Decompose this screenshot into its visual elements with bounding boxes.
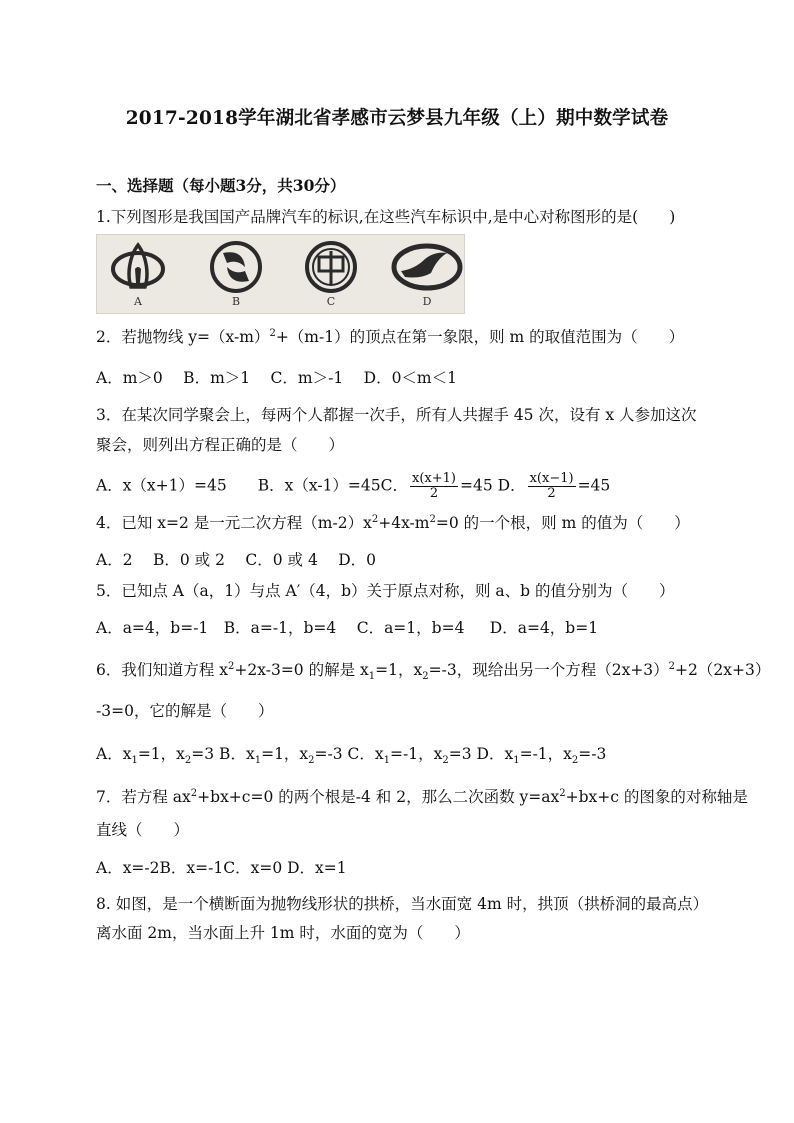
logo-a-icon (109, 239, 167, 295)
question-7-options: A．x=-2B．x=-1C．x=0 D．x=1 (96, 859, 347, 877)
question-4-options: A．2 B．0 或 2 C．0 或 4 D．0 (96, 551, 377, 569)
question-6-stem-1: 6．我们知道方程 $x^2+2x-3=0$ 的解是 $x_1=1$，$x_2=-3$，现给出另一个方程$(2x+3)^2+2(2x+3)$ (96, 660, 771, 683)
question-3-stem-2: 聚会，则列出方程正确的是（ ） (96, 436, 345, 454)
fraction-c: $\frac{x(x+1)}{2}$ (412, 471, 456, 501)
logo-c-icon (302, 239, 360, 295)
section-heading: 一、选择题（每小题3分，共30分） (96, 176, 346, 195)
question-5-options: A．a=4，b=-1 B．a=-1，b=4 C．a=1，b=4 D．a=4，b=1 (96, 619, 599, 637)
logo-d-icon (391, 239, 463, 295)
question-2-options: A．m＞0 B．m＞1 C．m＞-1 D．0＜m＜1 (96, 369, 457, 387)
question-7-stem-1: 7．若方程 $ax^2+bx+c=0$ 的两个根是-4 和 2，那么二次函数 $y=ax^2+bx+c$ 的图象的对称轴是 (96, 787, 748, 806)
logo-c-caption: C (326, 295, 336, 308)
car-logos-image (96, 234, 465, 314)
logo-a-caption: A (134, 295, 142, 308)
question-7-stem-2: 直线（ ） (96, 821, 190, 839)
question-8-stem-1: 8. 如图，是一个横断面为抛物线形状的拱桥，当水面宽 4m 时，拱顶（拱桥洞的最高点） (96, 895, 709, 913)
question-6-options: A．$x_1=1$，$x_2=3$ B．$x_1=1$，$x_2=-3$ C．$x_1=-1$，$x_2=3$ D．$x_1=-1$，$x_2=-3$ (96, 745, 607, 767)
logo-b-icon (207, 239, 265, 295)
question-6-stem-2: -3=0，它的解是（ ） (96, 702, 274, 720)
logo-b-caption: B (231, 295, 241, 308)
logo-d-caption: D (422, 295, 432, 308)
question-1-stem: 1.下列图形是我国国产品牌汽车的标识,在这些汽车标识中,是中心对称图形的是( ) (96, 208, 676, 226)
question-8-stem-2: 离水面 2m，当水面上升 1m 时，水面的宽为（ ） (96, 924, 470, 942)
question-2-stem: 2．若抛物线 $y=(x-m)^2+(m-1)$的顶点在第一象限，则 m 的取值范围为（ ） (96, 327, 685, 346)
question-4-stem: 4．已知 x=2 是一元二次方程$(m-2)x^2+4x-m^2=0$ 的一个根，则 m 的值为（ ） (96, 513, 690, 532)
question-3-stem-1: 3．在某次同学聚会上，每两个人都握一次手，所有人共握手 45 次，设有 x 人参加这次 (96, 406, 697, 424)
exam-title: 2017-2018学年湖北省孝感市云梦县九年级（上）期中数学试卷 (125, 108, 669, 129)
fraction-d: $\frac{x(x-1)}{2}$ (529, 471, 574, 501)
question-5-stem: 5．已知点 A（a，1）与点 A′（4，b）关于原点对称，则 a、b 的值分别为（ ） (96, 582, 675, 600)
question-3-options: A．x（x+1）=45 B．x（x-1）=45C． $\frac{x(x+1)}{2}$ =45 D． $\frac{x(x-1)}{2}$ =45 (96, 471, 611, 501)
